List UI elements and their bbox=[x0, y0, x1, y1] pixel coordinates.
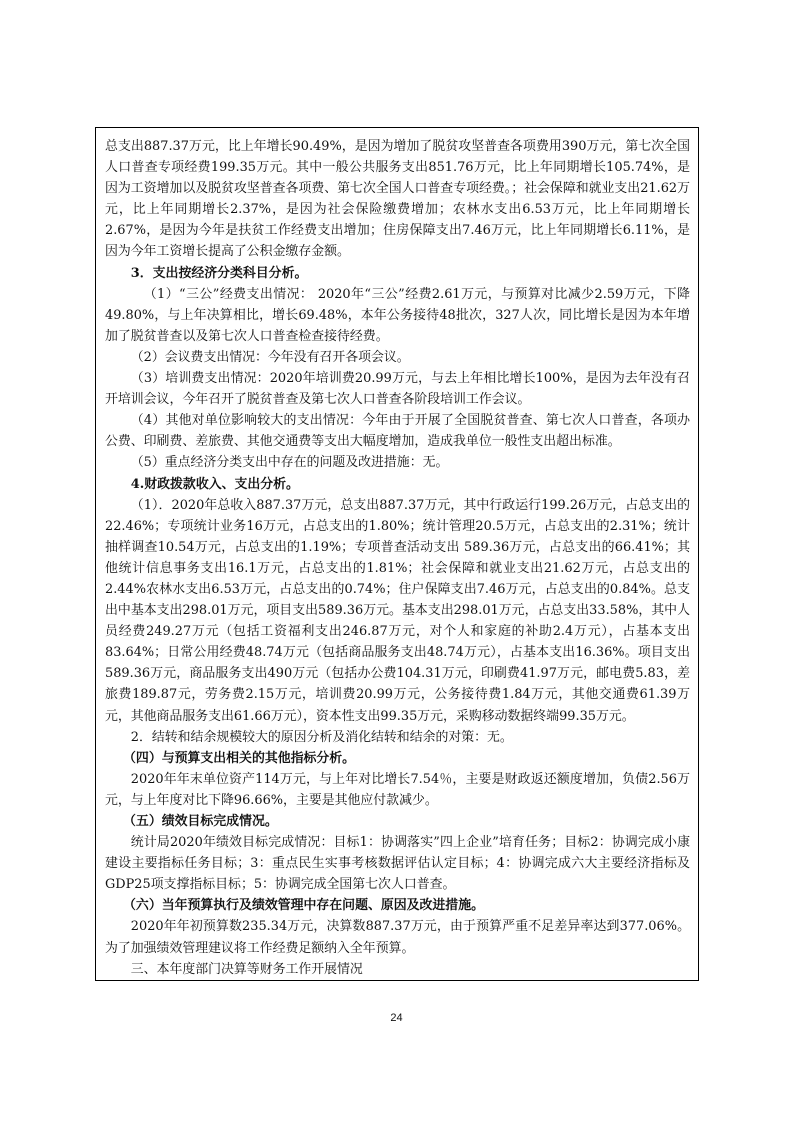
document-body bbox=[105, 136, 690, 980]
paragraph-fiscal-detail: （1）．2020年总收入887.37万元，总支出887.37万元，其中行政运行199.26万元，占总支出的22.46%；专项统计业务16万元，占总支出的1.80%；统计管理20.5万元，占总支出的2.31%；统计抽样调查10.54万元，占总支出的1.19%；专项普查活动支出 589.36万元，占总支出的66.41%；其他统计信息事务支出16.1万元，占总支出的1.81%；社会保障和就业支出21.62万元，占总支出的2.44%农林水支出6.53万元，占总支出的0.74%；住户保障支出7.46万元，占总支出的0.84%。总支出中基本支出298.01万元，项目支出589.36万元。基本支出298.01万元，占总支出33.58%，其中人员经费249.27万元（包括工资福利支出246.87万元，对个人和家庭的补助2.4万元），占基本支出83.64%；日常公用经费48.74万元（包括商品服务支出48.74万元），占基本支出16.36%。项目支出589.36万元，商品服务支出490万元（包括办公费104.31万元，印刷费41.97万元，邮电费5.83，差旅费189.87元，劳务费2.15万元，培训费20.99万元，公务接待费1.84万元，其他交通费61.39万元，其他商品服务支出61.66万元），资本性支出99.35万元，采购移动数据终端99.35万元。 bbox=[105, 497, 690, 724]
page-number: 24 bbox=[390, 1012, 403, 1024]
paragraph-key-problems: （5）重点经济分类支出中存在的问题及改进措施：无。 bbox=[130, 455, 449, 471]
paragraph-section-three: 三、本年度部门决算等财务工作开展情况 bbox=[130, 961, 363, 977]
paragraph-carryover: 2．结转和结余规模较大的原因分析及消化结转和结余的对策：无。 bbox=[130, 729, 513, 745]
content-frame bbox=[95, 127, 699, 981]
heading-economic-classification: 3．支出按经济分类科目分析。 bbox=[130, 265, 308, 281]
paragraph-other-expenditure: （4）其他对单位影响较大的支出情况：今年由于开展了全国脱贫普查、第七次人口普查，各项办公费、印刷费、差旅费、其他交通费等支出大幅度增加，造成我单位一般性支出超出标准。 bbox=[105, 413, 690, 450]
paragraph-budget-detail: 2020年年初预算数235.34万元，决算数887.37万元，由于预算严重不足差异率达到377.06%。为了加强绩效管理建议将工作经费足额纳入全年预算。 bbox=[105, 919, 690, 956]
heading-fiscal-appropriation: 4.财政拨款收入、支出分析。 bbox=[130, 476, 299, 492]
paragraph-assets: 2020年年末单位资产114万元，与上年对比增长7.54％，主要是财政返还额度增加，负债2.56万元，与上年度对比下降96.66%，主要是其他应付款减少。 bbox=[105, 771, 690, 808]
paragraph-training-fee: （3）培训费支出情况：2020年培训费20.99万元，与去上年相比增长100%，是因为去年没有召开培训会议，今年召开了脱贫普查及第七次人口普查各阶段培训工作会议。 bbox=[105, 371, 690, 408]
heading-performance-goals: （五）绩效目标完成情况。 bbox=[123, 814, 278, 829]
paragraph-meeting-fee: （2）会议费支出情况：今年没有召开各项会议。 bbox=[130, 349, 410, 365]
paragraph-three-public: （1）“三公”经费支出情况： 2020年“三公”经费2.61万元，与预算对比减少2.59万元，下降49.80%，与上年决算相比，增长69.48%，本年公务接待48批次，327人次，同比增长是因为本年增加了脱贫普查以及第七次人口普查检查接待经费。 bbox=[105, 286, 690, 344]
paragraph-performance-detail: 统计局2020年绩效目标完成情况：目标1：协调落实”四上企业”培育任务；目标2：协调完成小康建设主要指标任务目标；3：重点民生实事考核数据评估认定目标；4：协调完成六大主要经济指标及GDP25项支撑指标目标；5：协调完成全国第七次人口普查。 bbox=[105, 835, 690, 893]
heading-other-indicators: （四）与预算支出相关的其他指标分析。 bbox=[123, 750, 356, 766]
heading-budget-problems: （六）当年预算执行及绩效管理中存在问题、原因及改进措施。 bbox=[123, 898, 484, 914]
paragraph-total-expenditure: 总支出887.37万元，比上年增长90.49%，是因为增加了脱贫攻坚普查各项费用390万元，第七次全国人口普查专项经费199.35万元。其中一般公共服务支出851.76万元，比上年同期增长105.74%，是因为工资增加以及脱贫攻坚普查各项费、第七次全国人口普查专项经费。；社会保障和就业支出21.62万元，比上年同期增长2.37%，是因为社会保险缴费增加；农林水支出6.53万元，比上年同期增长2.67%，是因为今年是扶贫工作经费支出增加；住房保障支出7.46万元，比上年同期增长6.11%，是因为今年工资增长提高了公积金缴存金额。 bbox=[105, 139, 690, 260]
